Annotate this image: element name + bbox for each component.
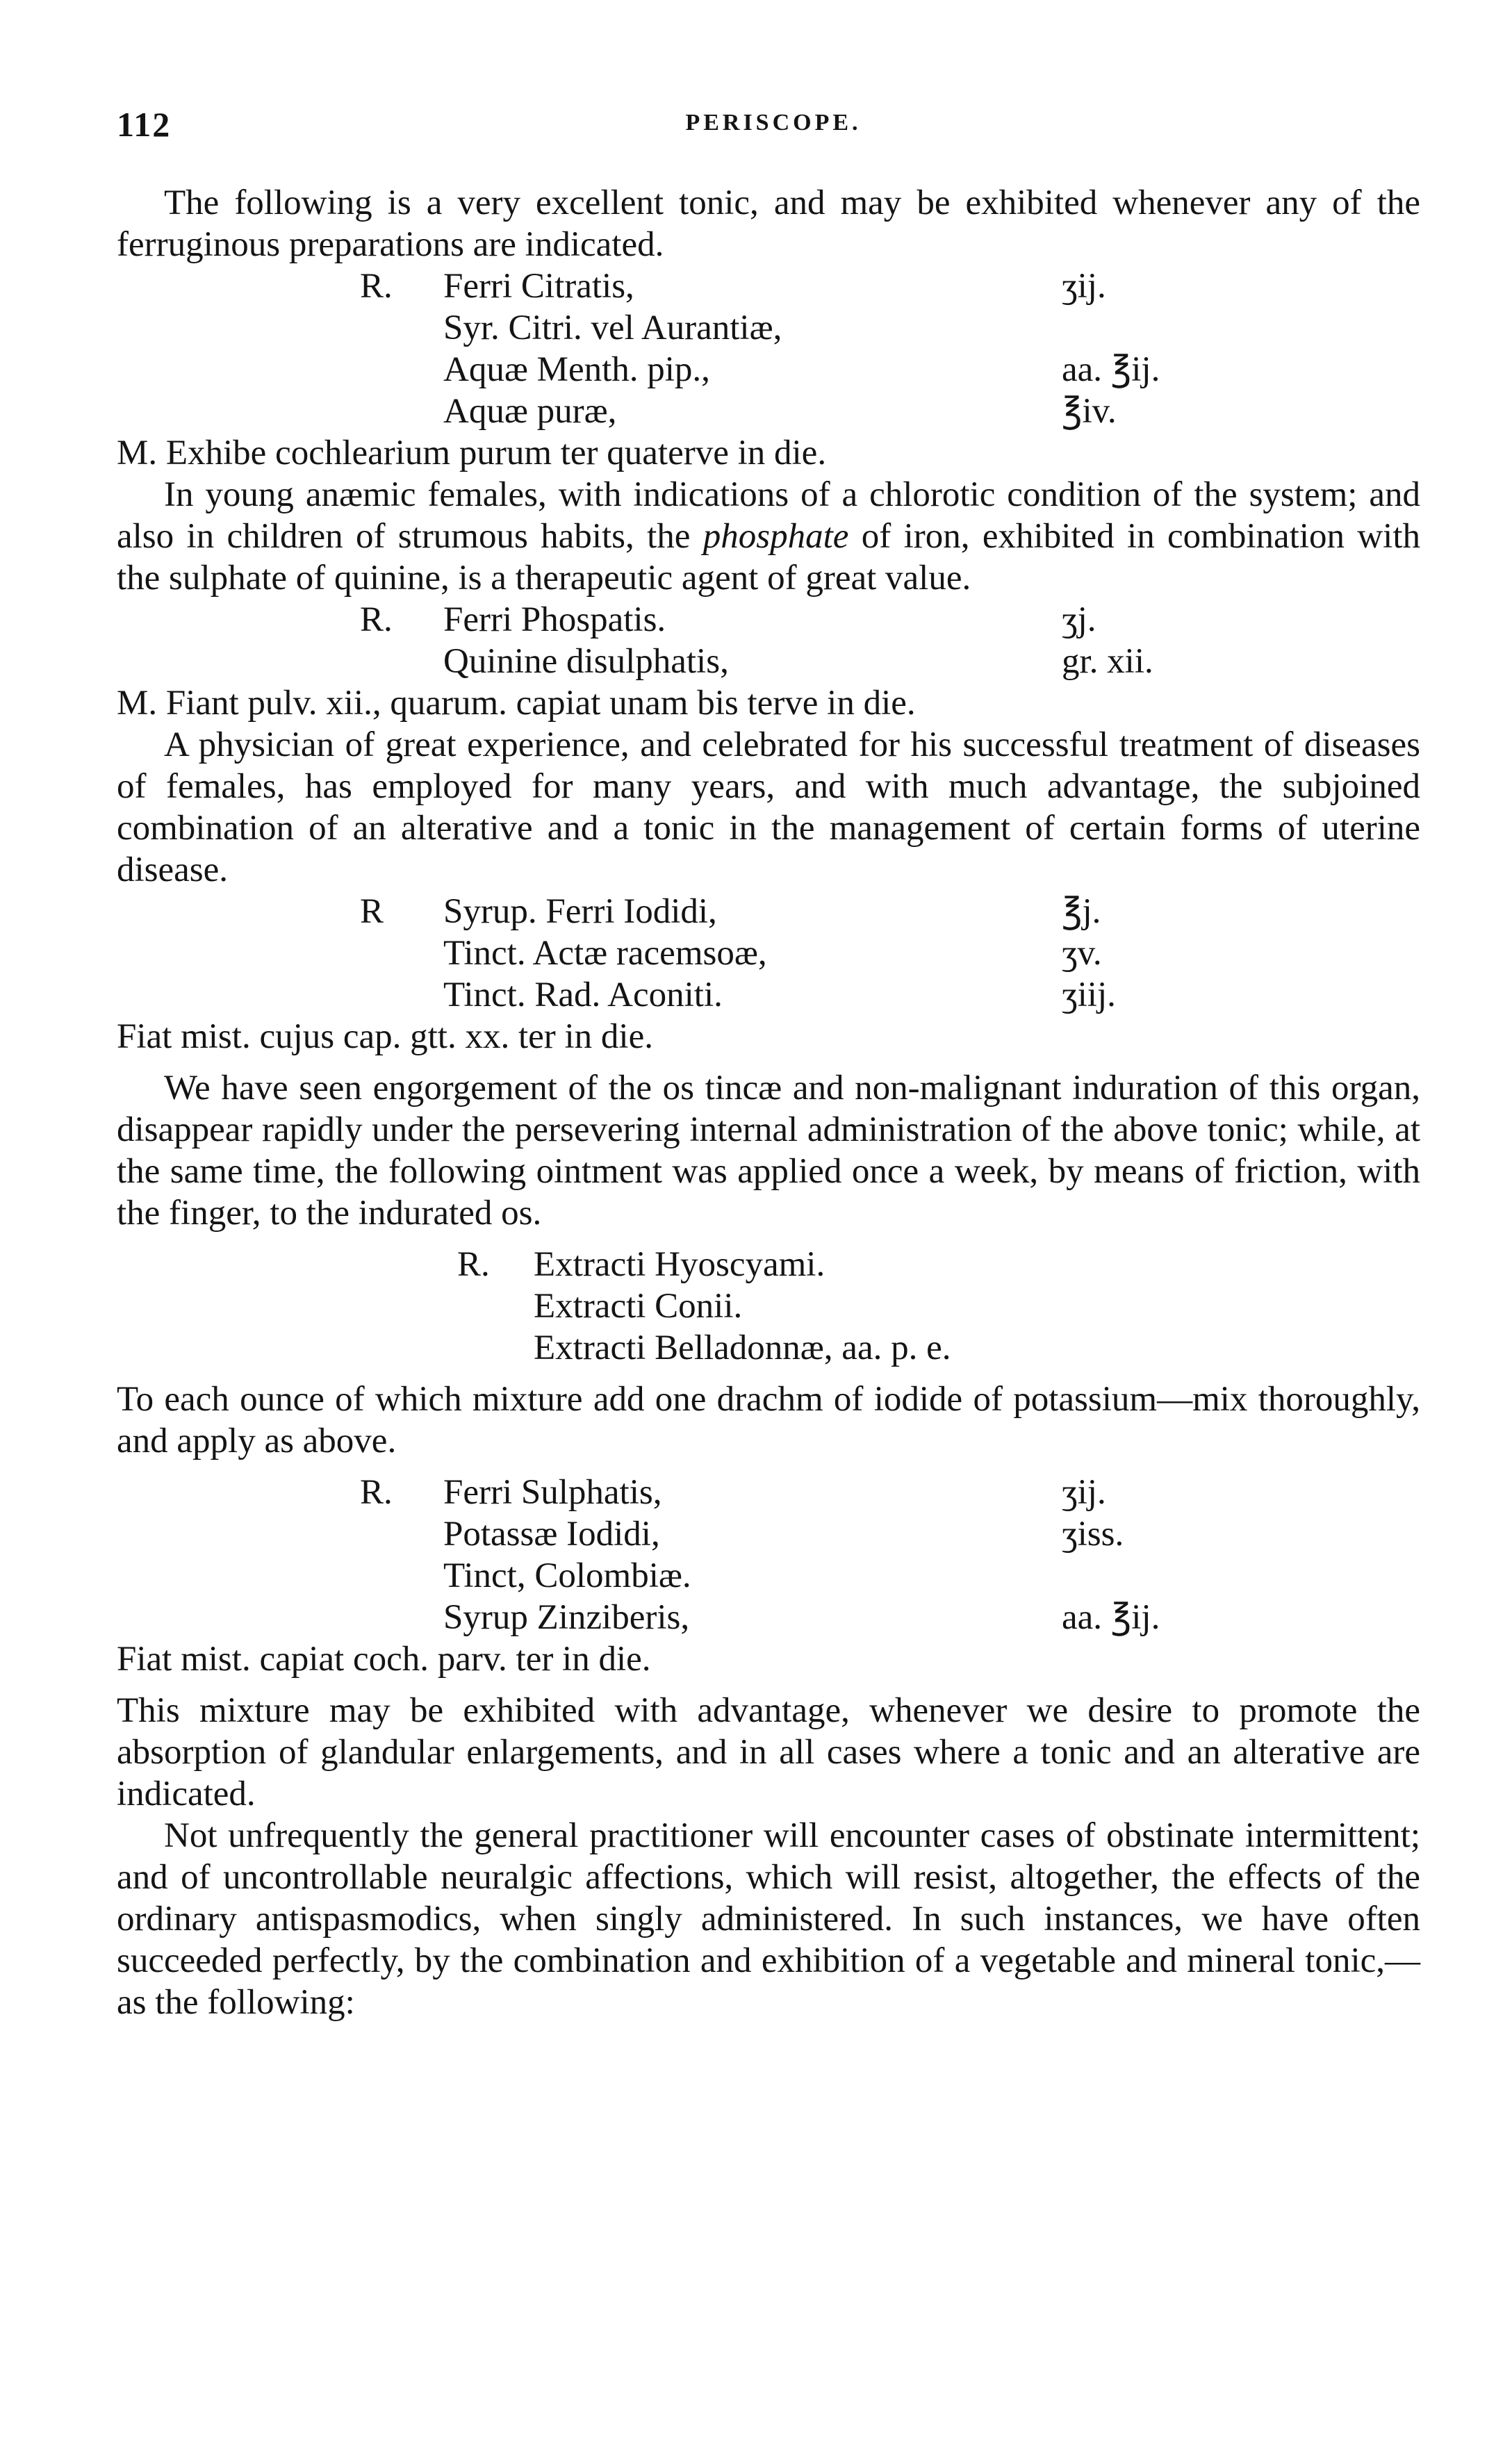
quantity: gr. xii. (1062, 642, 1153, 681)
recipe-mark: R. (457, 1245, 490, 1284)
quantity: ʒiss. (1062, 1515, 1124, 1554)
prescription-directions: M. Exhibe cochlearium purum ter quaterve in die. (117, 434, 827, 472)
ingredient: Tinct. Rad. Aconiti. (443, 976, 723, 1014)
prescription-directions: M. Fiant pulv. xii., quarum. capiat unam bis terve in die. (117, 684, 916, 723)
page-header (117, 104, 1430, 146)
ingredient: Ferri Citratis, (443, 267, 634, 306)
ingredient: Tinct. Actæ racemsoæ, (443, 934, 767, 973)
paragraph: Not unfrequently the general practitioner will encounter cases of obstinate intermittent; and of uncontrollable neuralgic affections, which will resist, altogether, the effects of the ordinary antispasmodics, when singly administered. In such instances, we have often succeeded perfectly, by the combination and exhibition of a vegetable and mineral tonic,—as the following: (117, 1816, 1420, 2022)
text-column (117, 182, 1420, 2023)
ingredient: Extracti Conii. (534, 1287, 743, 1326)
prescription-directions: Fiat mist. cujus cap. gtt. xx. ter in die. (117, 1017, 653, 1056)
quantity: aa. ℥ij. (1062, 1598, 1160, 1637)
prescription-line (117, 641, 1420, 682)
paragraph: We have seen engorgement of the os tincæ and non-malignant induration of this organ, disappear rapidly under the persevering internal administration of the above tonic; while, at the same time, the following ointment was applied once a week, by means of friction, with the finger, to the indurated os. (117, 1069, 1420, 1233)
ingredient: Tinct, Colombiæ. (443, 1556, 691, 1595)
prescription-line (117, 599, 1420, 641)
prescription-line (117, 390, 1420, 432)
recipe-mark: R. (360, 1473, 393, 1512)
prescription-line (117, 1244, 1420, 1285)
ingredient: Syr. Citri. vel Aurantiæ, (443, 308, 782, 347)
paragraph: In young anæmic females, with indications of a chlorotic condition of the system; and also in children of strumous habits, the phosphate of iron, exhibited in combination with the sulphate of quinine, is a therapeutic agent of great value. (117, 475, 1421, 598)
recipe-mark: R. (360, 600, 393, 639)
running-head: PERISCOPE. (685, 110, 862, 135)
ingredient: Ferri Sulphatis, (443, 1473, 662, 1512)
ingredient: Aquæ puræ, (443, 392, 617, 431)
quantity: ʒv. (1062, 934, 1102, 973)
prescription-line (117, 1472, 1420, 1513)
recipe-mark: R (360, 892, 384, 931)
prescription-line (117, 1285, 1420, 1327)
prescription-line (117, 891, 1420, 932)
prescription-line (117, 974, 1420, 1016)
prescription-line (117, 307, 1420, 349)
paragraph: A physician of great experience, and celebrated for his successful treatment of diseases of females, has employed for many years, and with much advantage, the subjoined combination of an alterative and a tonic in the management of certain forms of uterine disease. (117, 725, 1420, 889)
ingredient: Extracti Belladonnæ, aa. p. e. (534, 1328, 951, 1367)
prescription-directions: Fiat mist. capiat coch. parv. ter in die. (117, 1640, 651, 1679)
quantity: ℥j. (1062, 892, 1101, 931)
ingredient: Syrup Zinziberis, (443, 1598, 690, 1637)
quantity: ℥iv. (1062, 392, 1117, 431)
ingredient: Aquæ Menth. pip., (443, 350, 710, 389)
ingredient: Potassæ Iodidi, (443, 1515, 660, 1554)
quantity: ʒj. (1062, 600, 1096, 639)
ingredient: Quinine disulphatis, (443, 642, 729, 681)
prescription-line (117, 1513, 1420, 1555)
ingredient: Ferri Phospatis. (443, 600, 666, 639)
prescription-line (117, 1327, 1420, 1369)
quantity: ʒij. (1062, 267, 1106, 306)
quantity: aa. ℥ij. (1062, 350, 1160, 389)
emphasis: phosphate (702, 517, 849, 556)
recipe-mark: R. (360, 267, 393, 306)
paragraph: This mixture may be exhibited with advantage, whenever we desire to promote the absorption of glandular enlargements, and in all cases where a tonic and an alterative are indicated. (117, 1691, 1420, 1813)
prescription-line (117, 1555, 1420, 1597)
quantity: ʒiij. (1062, 976, 1116, 1014)
prescription-line (117, 265, 1420, 307)
page-number: 112 (117, 105, 172, 144)
prescription-line (117, 349, 1420, 390)
quantity: ʒij. (1062, 1473, 1106, 1512)
prescription-line (117, 932, 1420, 974)
ingredient: Syrup. Ferri Iodidi, (443, 892, 717, 931)
paragraph: To each ounce of which mixture add one drachm of iodide of potassium—mix thoroughly, and apply as above. (117, 1380, 1420, 1460)
paragraph: The following is a very excellent tonic, and may be exhibited whenever any of the ferruginous preparations are indicated. (117, 183, 1420, 264)
ingredient: Extracti Hyoscyami. (534, 1245, 825, 1284)
prescription-line (117, 1597, 1420, 1638)
